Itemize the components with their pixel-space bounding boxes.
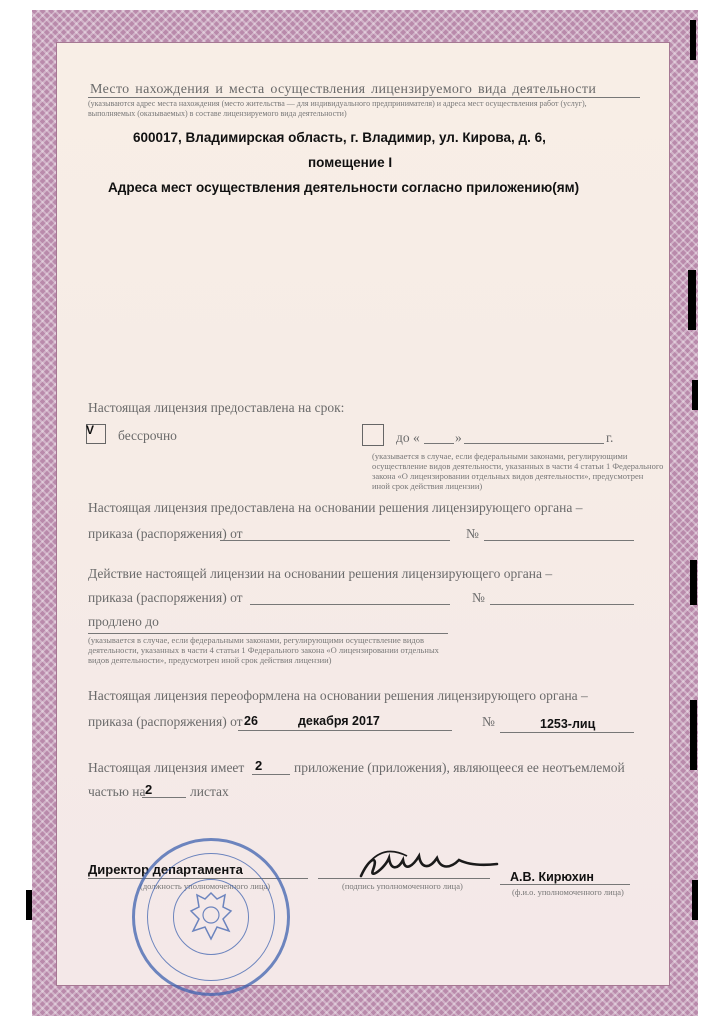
until-mid: » bbox=[455, 430, 462, 445]
appendix-line-2-prefix: частью на bbox=[88, 784, 146, 799]
basis-line-1: Настоящая лицензия предоставлена на основании решения лицензирующего органа – bbox=[88, 500, 583, 515]
reissue-month-year: декабря 2017 bbox=[298, 714, 380, 728]
appendix-sheets-line bbox=[142, 797, 186, 798]
extension-hint: (указывается в случае, если федеральными законами, регулирующими осуществление видов bbox=[88, 635, 425, 645]
extension-line-2: приказа (распоряжения) от bbox=[88, 590, 243, 605]
location-heading: Место нахождения и места осуществления лицензируемого вида деятельности bbox=[90, 82, 597, 97]
signer-name-hint: (ф.и.о. уполномоченного лица) bbox=[512, 887, 624, 897]
term-hint: осуществление видов деятельности, указанных в части 4 статьи 1 Федерального bbox=[372, 461, 664, 471]
scan-artifact bbox=[690, 700, 697, 770]
signer-name-line bbox=[500, 884, 630, 885]
scan-artifact bbox=[26, 890, 32, 920]
location-heading-line bbox=[88, 97, 640, 98]
basis-line-2: приказа (распоряжения) от bbox=[88, 526, 243, 541]
term-hint: (указывается в случае, если федеральными законами, регулирующими bbox=[372, 451, 628, 461]
location-hint: выполняемых (оказываемых) в составе лицензируемого вида деятельности) bbox=[88, 109, 347, 118]
appendix-count-line bbox=[252, 774, 290, 775]
signer-position-hint: (должность уполномоченного лица) bbox=[140, 881, 271, 891]
extension-line-1: Действие настоящей лицензии на основании решения лицензирующего органа – bbox=[88, 566, 553, 581]
extended-until: продлено до bbox=[88, 614, 159, 629]
scan-artifact bbox=[690, 560, 697, 605]
appendix-count: 2 bbox=[255, 758, 263, 773]
scan-artifact bbox=[692, 880, 698, 920]
signer-name: А.В. Кирюхин bbox=[510, 870, 594, 884]
reissue-line-2: приказа (распоряжения) от bbox=[88, 714, 243, 729]
official-stamp bbox=[132, 838, 290, 996]
until-month-line bbox=[464, 443, 604, 444]
term-hint: иной срок действия лицензии) bbox=[372, 481, 483, 491]
basis-number-line bbox=[484, 540, 634, 541]
reissue-date-line bbox=[238, 730, 452, 731]
address-line-3: Адреса мест осуществления деятельности согласно приложению(ям) bbox=[108, 180, 580, 195]
term-hint: закона «О лицензировании отдельных видов деятельности», предусмотрен bbox=[372, 471, 644, 481]
scan-artifact bbox=[690, 20, 696, 60]
address-line-1: 600017, Владимирская область, г. Владимир, ул. Кирова, д. 6, bbox=[133, 130, 546, 145]
term-label: Настоящая лицензия предоставлена на срок: bbox=[88, 400, 345, 415]
extension-number-line bbox=[490, 604, 634, 605]
signer-position: Директор департамента bbox=[88, 862, 243, 877]
until-checkbox[interactable] bbox=[362, 424, 384, 446]
extension-date-line bbox=[250, 604, 450, 605]
appendix-sheets: 2 bbox=[145, 782, 153, 797]
extension-hint: видов деятельности», предусмотрен иной срок действия лицензии) bbox=[88, 655, 332, 665]
until-suffix: г. bbox=[606, 430, 614, 445]
signature-hint: (подпись уполномоченного лица) bbox=[342, 881, 463, 891]
basis-number-label: № bbox=[466, 526, 479, 541]
reissue-number-label: № bbox=[482, 714, 495, 729]
basis-date-line bbox=[220, 540, 450, 541]
reissue-day: 26 bbox=[244, 714, 258, 728]
reissue-line-1: Настоящая лицензия переоформлена на основании решения лицензирующего органа – bbox=[88, 688, 588, 703]
stamp-emblem-icon bbox=[135, 841, 287, 993]
extension-number-label: № bbox=[472, 590, 485, 605]
reissue-number-line bbox=[500, 732, 634, 733]
scan-artifact bbox=[692, 380, 698, 410]
indefinite-mark: V bbox=[86, 423, 95, 437]
address-line-2: помещение I bbox=[308, 155, 393, 170]
location-hint: (указываются адрес места нахождения (место жительства — для индивидуального предпринимателя) и адреса мест осуществления работ (услуг), bbox=[88, 99, 587, 108]
extension-hint: деятельности, указанных в части 4 статьи 1 Федерального закона «О лицензировании отдельных bbox=[88, 645, 439, 655]
appendix-line-2-suffix: листах bbox=[190, 784, 229, 799]
appendix-line-1-prefix: Настоящая лицензия имеет bbox=[88, 760, 245, 775]
until-prefix: до « bbox=[396, 430, 420, 445]
appendix-line-1-suffix: приложение (приложения), являющееся ее неотъемлемой bbox=[294, 760, 625, 775]
reissue-number: 1253-лиц bbox=[540, 717, 596, 731]
indefinite-label: бессрочно bbox=[118, 428, 177, 443]
scan-artifact bbox=[688, 270, 696, 330]
until-day-line bbox=[424, 443, 454, 444]
extended-until-line bbox=[88, 633, 448, 634]
signature-line bbox=[318, 878, 490, 879]
